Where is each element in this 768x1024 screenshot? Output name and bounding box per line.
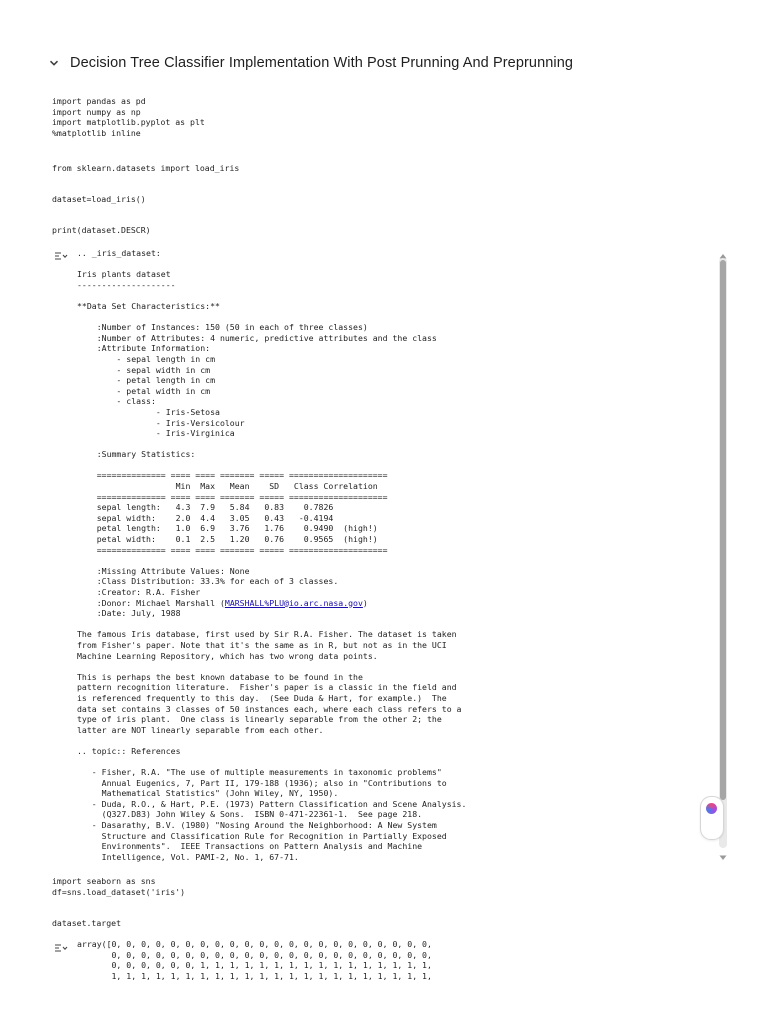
descr-text-part-1: .. _iris_dataset: Iris plants dataset -------------------- **Data Set Characteristics:** :Number of Instances: 150 (50 in each of three classes) :Number of Attributes: 4 numeric, predictive attributes and the class :Attribute Information: - sepal length in cm - sepal width in cm - petal length in cm - petal width in cm - class: - Iris-Setosa - Iris-Versicolour - Iris-Virginica :Summary Statistics: ============== ==== ==== ======= ===== ==================== Min Max Mean SD Class Correlation ============== ==== ==== ======= ===== ==================== sepal length: 4.3 7.9 5.84 0.83 0.7826 sepal width: 2.0 4.4 3.05 0.43 -0.4194 petal length: 1.0 6.9 3.76 1.76 0.9490 (high!) petal width: 0.1 2.5 1.20 0.76 0.9565 (high!) ============== ==== ==== ======= ===== ==================== :Missing Attribute Values: None :Class Distribution: 33.3% for each of 3 classes. :Creator: R.A. Fisher :Donor: Michael Marshall ( bbox=[77, 248, 437, 608]
code-cell-seaborn[interactable]: import seaborn as sns df=sns.load_dataset('iris') bbox=[52, 876, 186, 897]
scroll-up-arrow-icon[interactable] bbox=[718, 247, 728, 255]
section-title: Decision Tree Classifier Implementation With Post Prunning And Preprunning bbox=[70, 55, 574, 71]
section-header[interactable] bbox=[46, 51, 573, 75]
scrollbar-thumb[interactable] bbox=[720, 260, 726, 800]
gemini-icon bbox=[706, 803, 717, 814]
chevron-down-icon[interactable] bbox=[46, 55, 62, 71]
code-cell-dataset-target[interactable]: dataset.target bbox=[52, 918, 122, 928]
descr-output-text bbox=[77, 248, 466, 862]
descr-text-part-2: ) :Date: July, 1988 The famous Iris database, first used by Sir R.A. Fisher. The dataset is taken from Fisher's paper. Note that it's the same as in R, but not as in the UCI Machine Learning Repository, which has two wrong data points. This is perhaps the best known database to be found in the pattern recognition literature. Fisher's paper is a classic in the field and is referenced frequently to this day. (See Duda & Hart, for example.) The data set contains 3 classes of 50 instances each, where each class refers to a type of iris plant. One class is linearly separable from the other 2; the latter are NOT linearly separable from each other. .. topic:: References - Fisher, R.A. "The use of multiple measurements in taxonomic problems" Annual Eugenics, 7, Part II, 179-188 (1936); also in "Contributions to Mathematical Statistics" (John Wiley, NY, 1950). - Duda, R.O., & Hart, P.E. (1973) Pattern Classification and Scene Analysis. (Q327.D83) John Wiley & Sons. ISBN 0-471-22361-1. See page 218. - Dasarathy, B.V. (1980) "Nosing Around the Neighborhood: A New System Structure and Classification Rule for Recognition in Partially Exposed Environments". IEEE Transactions on Pattern Analysis and Machine Intelligence, Vol. PAMI-2, No. 1, 67-71. bbox=[77, 597, 467, 862]
code-cell-print-descr[interactable]: print(dataset.DESCR) bbox=[52, 225, 151, 235]
target-array-output: array([0, 0, 0, 0, 0, 0, 0, 0, 0, 0, 0, 0, 0, 0, 0, 0, 0, 0, 0, 0, 0, 0, 0, 0, 0, 0, 0, 0, 0, 0, 0, 0, 0, 0, 0, 0, 0, 0, 0, 0, 0, 0, 0, 0, 0, 0, 0, 0, 0, 0, 1, 1, 1, 1, 1, 1, 1, 1, 1, 1, 1, 1, 1, 1, 1, 1, 1, 1, 1, 1, 1, 1, 1, 1, 1, 1, 1, 1, 1, 1, 1, 1, 1, 1, 1, 1, 1, 1, bbox=[77, 939, 432, 981]
ai-assistant-button[interactable] bbox=[700, 796, 724, 840]
code-cell-dataset-assign[interactable]: dataset=load_iris() bbox=[52, 194, 146, 204]
code-cell-imports[interactable]: import pandas as pd import numpy as np import matplotlib.pyplot as plt %matplotlib inline bbox=[52, 96, 205, 138]
descr-output-area[interactable] bbox=[0, 246, 768, 864]
output-toggle-icon[interactable] bbox=[54, 940, 68, 950]
scroll-down-arrow-icon[interactable] bbox=[718, 849, 728, 857]
donor-email-link[interactable]: MARSHALL%PLU@io.arc.nasa.gov bbox=[224, 597, 363, 608]
code-cell-load-iris-import[interactable]: from sklearn.datasets import load_iris bbox=[52, 163, 240, 173]
